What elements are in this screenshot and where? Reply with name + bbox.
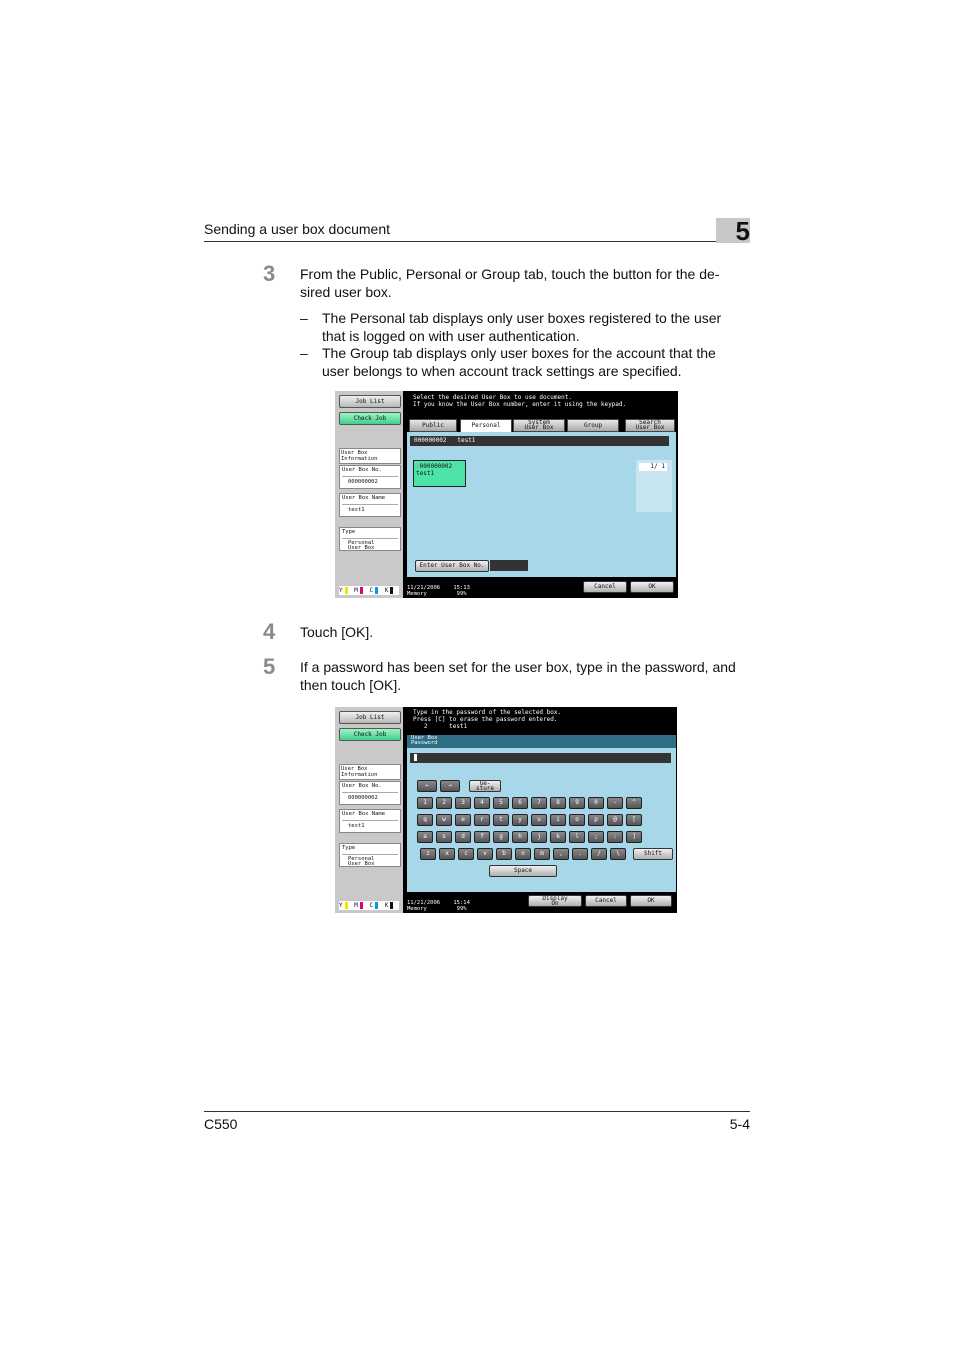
field-value: Personal User Box <box>342 854 398 867</box>
bullet-line: user belongs to when account track settings are specified. <box>322 362 682 379</box>
bullet-line: The Personal tab displays only user boxes registered to the user <box>322 310 722 326</box>
keyboard-key[interactable]: f <box>474 831 490 843</box>
toner-level-y <box>345 587 348 594</box>
main-area <box>405 707 677 913</box>
tab-group[interactable]: Group <box>567 419 619 432</box>
toner-level-c <box>375 587 378 594</box>
header-rule <box>204 241 750 242</box>
toner-level-m <box>360 902 363 909</box>
toner-label: K <box>384 587 389 594</box>
space-key[interactable]: Space <box>489 865 557 877</box>
keyboard-key[interactable]: ^ <box>626 797 642 809</box>
keyboard-key[interactable]: 6 <box>512 797 528 809</box>
keyboard-key[interactable]: q <box>417 814 433 826</box>
keyboard-key[interactable]: m <box>534 848 550 860</box>
keyboard-key[interactable]: , <box>553 848 569 860</box>
field-value: Personal User Box <box>342 538 398 551</box>
display-toggle-button[interactable]: Display On <box>528 895 582 907</box>
keyboard-key[interactable]: y <box>512 814 528 826</box>
step-number: 4 <box>263 619 276 644</box>
warning-icon: ⚠ <box>416 463 420 470</box>
user-box-no-input[interactable] <box>490 560 528 571</box>
password-title-bar: User Box Password <box>407 735 676 748</box>
keyboard-key[interactable]: d <box>455 831 471 843</box>
job-list-button[interactable]: Job List <box>339 711 401 724</box>
keyboard-key[interactable]: ] <box>626 831 642 843</box>
keyboard-key[interactable]: n <box>515 848 531 860</box>
keyboard-key[interactable]: e <box>455 814 471 826</box>
box-name-field <box>339 493 401 517</box>
footer-model: C550 <box>204 1116 238 1132</box>
keyboard-key[interactable]: t <box>493 814 509 826</box>
cursor-right-key[interactable]: → <box>440 780 460 792</box>
step-text <box>300 266 719 301</box>
keyboard-key[interactable]: 9 <box>569 797 585 809</box>
toner-level-k <box>390 902 393 909</box>
keyboard-key[interactable]: c <box>458 848 474 860</box>
step-text <box>300 624 373 642</box>
keyboard-key[interactable]: 1 <box>417 797 433 809</box>
keyboard-key[interactable]: / <box>591 848 607 860</box>
toner-label: Y <box>339 902 343 909</box>
toner-level-k <box>390 587 393 594</box>
toner-indicator <box>339 586 399 595</box>
step-line: then touch [OK]. <box>300 676 402 693</box>
bullet-dash: – <box>300 310 308 326</box>
type-field <box>339 843 401 867</box>
tab-search-user-box[interactable]: Search User Box <box>625 419 675 432</box>
keyboard-key[interactable]: a <box>417 831 433 843</box>
instruction-message: Type in the password of the selected box. Press [C] to erase the password entered. 2 test1 <box>413 709 562 730</box>
page-counter: 1/ 1 <box>639 463 667 471</box>
toner-level-c <box>375 902 378 909</box>
password-input[interactable] <box>410 753 671 763</box>
selected-box-bar <box>410 436 669 446</box>
keyboard-key[interactable]: [ <box>626 814 642 826</box>
box-name-field <box>339 809 401 833</box>
keyboard-key[interactable]: \ <box>610 848 626 860</box>
ok-button[interactable]: OK <box>630 581 674 593</box>
keyboard-key[interactable]: x <box>439 848 455 860</box>
cancel-button[interactable]: Cancel <box>585 895 627 907</box>
field-label: Type <box>342 529 356 535</box>
keyboard-key[interactable]: b <box>496 848 512 860</box>
sidebar <box>335 707 403 913</box>
tab-system-user-box[interactable]: System User Box <box>513 419 565 432</box>
ok-button[interactable]: OK <box>630 895 672 907</box>
bullet-text <box>322 310 721 345</box>
password-panel <box>407 735 676 892</box>
box-no-field <box>339 465 401 489</box>
field-value: 000000002 <box>342 792 398 801</box>
keyboard-key[interactable]: g <box>493 831 509 843</box>
field-label: User Box No. <box>342 783 382 789</box>
bullet-text <box>322 345 716 380</box>
step-line: sired user box. <box>300 283 392 300</box>
keyboard-key[interactable]: s <box>436 831 452 843</box>
field-label: Type <box>342 845 356 851</box>
keyboard-key[interactable]: . <box>572 848 588 860</box>
keyboard-key[interactable]: 0 <box>588 797 604 809</box>
keyboard-key[interactable]: - <box>607 797 623 809</box>
user-box-button[interactable] <box>413 460 466 487</box>
step-number: 3 <box>263 261 276 286</box>
cancel-button[interactable]: Cancel <box>583 581 627 593</box>
toner-label: M <box>354 902 358 909</box>
field-label: User Box Name <box>342 811 386 817</box>
chapter-number: 5 <box>735 216 750 246</box>
keyboard-key[interactable]: u <box>531 814 547 826</box>
step-text <box>300 659 736 694</box>
step-line: From the Public, Personal or Group tab, touch the button for the de- <box>300 266 720 282</box>
field-label: User Box Name <box>342 495 386 501</box>
keyboard-key[interactable]: l <box>569 831 585 843</box>
toner-label: C <box>369 902 374 909</box>
instruction-message: Select the desired User Box to use document. If you know the User Box number, enter it using the keypad. <box>413 394 627 408</box>
field-value: 000000002 <box>342 476 398 485</box>
keyboard-key[interactable]: p <box>588 814 604 826</box>
box-name: test1 <box>416 470 435 477</box>
step-number: 5 <box>263 654 276 679</box>
toner-label: Y <box>339 587 343 594</box>
box-no-field <box>339 781 401 805</box>
keyboard-key[interactable]: ; <box>588 831 604 843</box>
tab-public[interactable]: Public <box>409 419 457 432</box>
main-area <box>405 391 678 598</box>
screenshot-user-box-select <box>335 391 678 598</box>
keyboard-key[interactable]: r <box>474 814 490 826</box>
sidebar <box>335 391 403 598</box>
keyboard-key[interactable]: 4 <box>474 797 490 809</box>
step-line: Touch [OK]. <box>300 624 374 640</box>
toner-label: M <box>354 587 358 594</box>
info-label: User Box Information <box>339 448 401 464</box>
check-job-button[interactable]: Check Job <box>339 412 401 425</box>
keyboard-key[interactable]: 5 <box>493 797 509 809</box>
screenshot-password-entry <box>335 707 677 913</box>
tab-personal[interactable]: Personal <box>460 419 512 434</box>
step-line: If a password has been set for the user box, type in the password, and <box>300 659 736 675</box>
field-label: User Box No. <box>342 467 382 473</box>
keyboard-key[interactable]: j <box>531 831 547 843</box>
bullet-dash: – <box>300 345 308 361</box>
status-bar: 11/21/2006 15:13 Memory 99% <box>407 585 470 597</box>
toner-level-m <box>360 587 363 594</box>
keyboard-key[interactable]: h <box>512 831 528 843</box>
info-label: User Box Information <box>339 764 401 780</box>
keyboard-key[interactable]: k <box>550 831 566 843</box>
bullet-line: that is logged on with user authentication. <box>322 327 580 344</box>
running-header: Sending a user box document <box>204 221 391 237</box>
box-number: 000000002 <box>419 463 453 470</box>
keyboard-key[interactable]: w <box>436 814 452 826</box>
keyboard-key[interactable]: : <box>607 831 623 843</box>
keyboard-key[interactable]: 8 <box>550 797 566 809</box>
toner-label: C <box>369 587 374 594</box>
field-value: test1 <box>342 504 398 513</box>
check-job-button[interactable]: Check Job <box>339 728 401 741</box>
page-indicator <box>636 460 672 512</box>
toner-level-y <box>345 902 348 909</box>
toner-label: K <box>384 902 389 909</box>
keyboard-key[interactable]: v <box>477 848 493 860</box>
keyboard-key[interactable]: 2 <box>436 797 452 809</box>
keyboard-key[interactable]: i <box>550 814 566 826</box>
keyboard-key[interactable]: z <box>420 848 436 860</box>
selected-box-no: 000000002 <box>414 437 447 444</box>
enter-user-box-no-button[interactable]: Enter User Box No. <box>415 560 489 572</box>
keyboard-key[interactable]: 3 <box>455 797 471 809</box>
cursor-left-key[interactable]: ← <box>417 780 437 792</box>
footer-rule <box>204 1111 750 1112</box>
keyboard-key[interactable]: @ <box>607 814 623 826</box>
selected-box-name: test1 <box>457 437 476 444</box>
text-cursor <box>414 754 417 761</box>
field-value: test1 <box>342 820 398 829</box>
keyboard-key[interactable]: 7 <box>531 797 547 809</box>
box-list-panel <box>407 432 676 577</box>
type-field <box>339 527 401 551</box>
shift-key[interactable]: Shift <box>633 848 673 860</box>
job-list-button[interactable]: Job List <box>339 395 401 408</box>
bullet-line: The Group tab displays only user boxes for the account that the <box>322 345 716 361</box>
status-bar: 11/21/2006 15:14 Memory 99% <box>407 900 470 912</box>
footer-page-number: 5-4 <box>729 1116 750 1132</box>
toner-indicator <box>339 901 399 910</box>
keyboard-key[interactable]: o <box>569 814 585 826</box>
input-mode-button[interactable]: Ge- sture <box>469 780 501 792</box>
